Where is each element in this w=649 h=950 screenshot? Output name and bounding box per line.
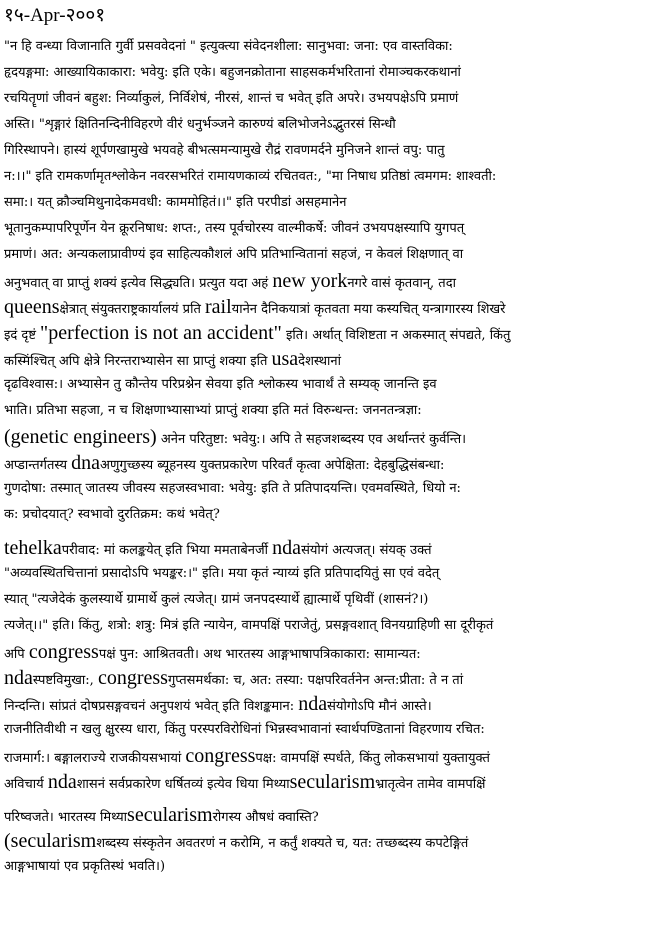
article-body [4,34,645,880]
body-line: आङ्गभाषायां एव प्रकृतिस्थं भवति।) [4,859,166,874]
body-line: न:।।" इति रामकर्णामृतश्लोकेन नवरसभरितं रामायणकाव्यं रचितवत:, "मा निषाध प्रतिष्ठां त्वमगम: शाश्वती: [4,169,497,184]
body-line: प्रमाणं। अत: अन्यकलाप्रावीण्यं इव साहित्यकौशलं अपि प्रतिभान्वितानां सहजं, न केवलं शिक्षणात् वा [4,247,464,262]
body-line: अप्डान्तर्गतस्य dnaअणुगुच्छस्य ब्यूहनस्य युक्तप्रकारेण परिवर्तं कृत्वा अपेक्षिता: देहबुद्धिसंबन्धा: [4,452,445,474]
latin-term: secularism [289,771,376,793]
latin-term: congress [28,641,99,663]
body-line: tehelkaपरीवाद: मां कलङ्कयेत् इति भिया ममताबेनर्जी ndaसंयोगं अत्यजत्। संयक् उक्तं [4,537,432,559]
body-line: अविचार्य ndaशासनं सर्वप्रकारेण धर्षितव्यं इत्येव धिया मिथ्याsecularismभ्रातृत्वेन तामेव वामपक्षिं [4,771,486,793]
latin-term: congress [185,745,256,767]
latin-term: nda [47,771,77,793]
latin-term: nda [298,693,328,715]
latin-term: dna [71,452,101,474]
body-line: राजनीतिवीथी न खलु क्षुरस्य धारा, किंतु परस्परविरोधिनां भिन्नस्वभावानां स्वार्थपण्डितानां विहरणाय रचित: [4,722,485,737]
body-line: अपि congressपक्षं पुन: आश्रितवती। अथ भारतस्य आङ्गभाषापत्रिकाकारा: सामान्यत: [4,641,421,663]
latin-term: congress [97,667,168,689]
body-line: भूतानुकम्पापरिपूर्णेन येन क्रूरनिषाध: शप्त:, तस्य पूर्वचोरस्य वाल्मीकर्षे: जीवनं उभयपक्षस्यापि युगपत् [4,221,465,236]
latin-term: new york [272,270,348,292]
latin-term: usa [271,348,299,370]
latin-term: nda [4,667,33,689]
body-line: गुणदोषा: तस्मात् जातस्य जीवस्य सहजस्वभावा: भवेयु: इति ते प्रतिपादयन्ति। एवमवस्थिते, धियो न: [4,481,461,496]
body-line: queensक्षेत्रात् संयुक्तराष्ट्रकार्यालयं प्रति railयानेन दैनिकयात्रां कृतवता मया कस्यचित् यन्त्रागारस्य शिखरे [4,296,506,318]
latin-term: nda [272,537,302,559]
body-line: समा:। यत् क्रौञ्चमिथुनादेकमवधी: काममोहितं।।" इति परपीडां असहमानेन [4,195,347,210]
body-line: ndaस्पष्टविमुखा:, congressगुप्तसमर्थका: च, अत: तस्या: पक्षपरिवर्तनेन अन्त:प्रीता: ते न तां [4,667,464,689]
body-line: इदं दृष्टं "perfection is not an accident" इति। अर्थात् विशिष्टता न अकस्मात् संपद्यते, किंतु [4,322,511,344]
body-line: दृढविश्वास:। अभ्यासेन तु कौन्तेय परिप्रश्नेन सेवया इति श्लोकस्य भावार्थं ते सम्यक् जानन्ति इव [4,377,437,392]
body-line: स्यात् "त्यजेदेकं कुलस्यार्थे ग्रामार्थे कुलं त्यजेत्। ग्रामं जनपदस्यार्थे ह्यात्मार्थे पृथिवीं (शासनं?।) [4,592,429,607]
body-line: परिष्वजते। भारतस्य मिथ्याsecularismरोगस्य औषधं क्वास्ति? [4,804,319,826]
body-line: गिरिस्थापने। हास्यं शूर्पणखामुखे भयवहे बीभत्समन्यामुखे रौद्रं रावणमर्दने मुनिजने शान्तं वपु: पातु [4,143,445,158]
latin-term: tehelka [4,537,62,559]
body-line: कस्मिंश्चित् अपि क्षेत्रे निरन्तराभ्यासेन सा प्राप्तुं शक्या इति usaदेशस्थानां [4,348,341,370]
body-line: "अव्यवस्थितचित्तानां प्रसादोऽपि भयङ्कर:।" इति। मया कृतं न्याय्यं इति प्रतिपादयितुं सा एवं वदेत् [4,566,440,581]
latin-term: queens [4,296,60,318]
body-line: अस्ति। "शृङ्गारं क्षितिनन्दिनीविहरणे वीरं धनुर्भञ्जने कारुण्यं बलिभोजनेऽद्भुतरसं सिन्धौ [4,117,396,132]
body-line: रचयितॄणां जीवनं बहुश: निर्व्याकुलं, निर्विशेषं, नीरसं, शान्तं च भवेत् इति अपरे। उभयपक्षेऽपि प्रमाणं [4,91,459,106]
body-line: (secularismशब्दस्य संस्कृतेन अवतरणं न करोमि, न कर्तुं शक्यते च, यत: तच्छब्दस्य कपटेङ्गितं [4,830,469,852]
body-line: हृदयङ्गमा: आख्यायिकाकारा: भवेयु: इति एके। बहुजनक्रोताना साहसकर्मभरितानां रोमाञ्चकरकथानां [4,65,461,80]
latin-term: (genetic engineers) [4,426,157,448]
body-line: "न हि वन्ध्या विजानाति गुर्वी प्रसववेदनां " इत्युक्त्या संवेदनशीला: सानुभवा: जना: एव वास्तविका: [4,39,453,54]
latin-term: (secularism [4,830,97,852]
latin-term: secularism [127,804,213,826]
article-date: १५-Apr-२००१ [4,5,106,26]
body-line: भाति। प्रतिभा सहजा, न च शिक्षणाभ्यासाभ्यां प्राप्तुं शक्या इति मतं विरुन्धन्त: जननतन्त्रज्ञा: [4,403,422,418]
body-line: त्यजेत्।।" इति। किंतु, शत्रो: शत्रु: मित्रं इति न्यायेन, वामपक्षिं पराजेतुं, प्रसङ्गवशात् विनयग्राहिणी सा दूरीकृतं [4,618,494,633]
latin-term: rail [205,296,232,318]
body-line: निन्दन्ति। सांप्रतं दोषप्रसङ्गवचनं अनुपशयं भवेत् इति विशङ्कमान: ndaसंयोगोऽपि मौनं आस्ते। [4,693,432,715]
body-line: क: प्रचोदयात्? स्वभावो दुरतिक्रम: कथं भवेत्? [4,507,220,522]
body-line: (genetic engineers) अनेन परितुष्टा: भवेयु:। अपि ते सहजशब्दस्य एव अर्थान्तरं कुर्वन्ति। [4,426,467,448]
latin-term: "perfection is not an accident" [40,322,282,344]
body-line: अनुभवात् वा प्राप्तुं शक्यं इत्येव सिद्ध्यति। प्रत्युत यदा अहं new yorkनगरे वासं कृतवान्, तदा [4,270,456,292]
body-line: राजमार्ग:। बङ्गालराज्ये राजकीयसभायां congressपक्ष: वामपक्षिं स्पर्धते, किंतु लोकसभायां युक्तायुक्तं [4,745,490,767]
